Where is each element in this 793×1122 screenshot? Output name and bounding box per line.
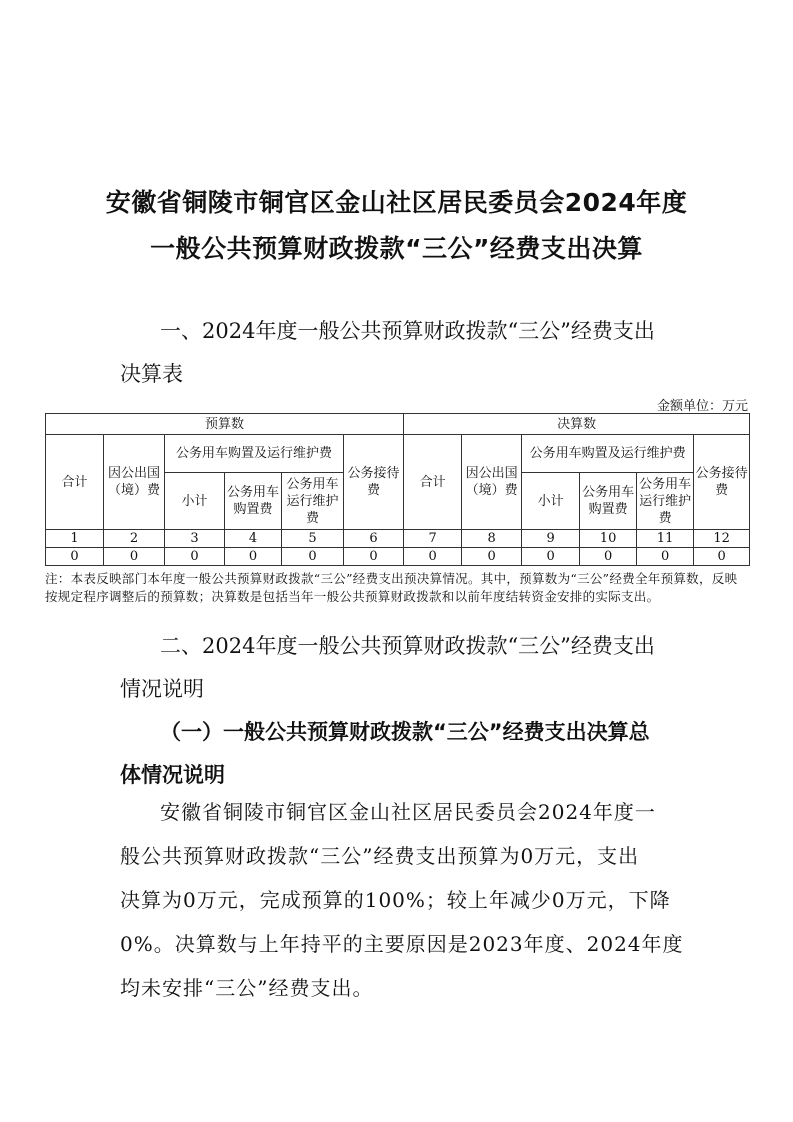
- col-number: 10: [580, 530, 637, 548]
- subsection1-heading-line1: （一）一般公共预算财政拨款“三公”经费支出决算总: [160, 720, 650, 744]
- value-cell: 0: [522, 548, 580, 566]
- three-public-expenses-table: [45, 413, 750, 566]
- actual-reception-header: 公务接待费: [694, 435, 750, 530]
- paragraph-line: 决算为0万元，完成预算的100%；较上年减少0万元，下降: [120, 888, 671, 912]
- value-cell: 0: [637, 548, 694, 566]
- value-cell: 0: [344, 548, 404, 566]
- col-number: 6: [344, 530, 404, 548]
- budget-total-header: 合计: [46, 435, 104, 530]
- value-cell: 0: [404, 548, 462, 566]
- col-number: 1: [46, 530, 104, 548]
- document-title-line1: 安徽省铜陵市铜官区金山社区居民委员会2024年度: [105, 188, 688, 217]
- actual-header: 决算数: [404, 414, 750, 435]
- col-number: 3: [165, 530, 225, 548]
- col-number: 7: [404, 530, 462, 548]
- actual-abroad-header: 因公出国（境）费: [462, 435, 522, 530]
- budget-abroad-header: 因公出国（境）费: [104, 435, 165, 530]
- budget-reception-header: 公务接待费: [344, 435, 404, 530]
- paragraph-line: 均未安排“三公”经费支出。: [120, 976, 374, 1000]
- value-cell: 0: [282, 548, 344, 566]
- value-cell: 0: [462, 548, 522, 566]
- table-note: 注：本表反映部门本年度一般公共预算财政拨款“三公”经费支出预决算情况。其中，预算数为“三公”经费全年预算数，反映按规定程序调整后的预算数；决算数是包括当年一般公共预算财政拨款和以前年度结转资金安排的实际支出。: [45, 571, 738, 604]
- actual-vehicle-group-header: 公务用车购置及运行维护费: [522, 435, 694, 473]
- paragraph-line: 安徽省铜陵市铜官区金山社区居民委员会2024年度一: [160, 800, 656, 824]
- actual-vehicle-operation-header: 公务用车运行维护费: [637, 473, 694, 530]
- paragraph-line: 0%。决算数与上年持平的主要原因是2023年度、2024年度: [120, 932, 684, 956]
- budget-vehicle-operation-header: 公务用车运行维护费: [282, 473, 344, 530]
- section2-heading-line2: 情况说明: [120, 677, 204, 701]
- value-cell: 0: [694, 548, 750, 566]
- budget-vehicle-purchase-header: 公务用车购置费: [225, 473, 282, 530]
- budget-header: 预算数: [46, 414, 404, 435]
- col-number: 9: [522, 530, 580, 548]
- col-number: 8: [462, 530, 522, 548]
- budget-vehicle-group-header: 公务用车购置及运行维护费: [165, 435, 344, 473]
- value-cell: 0: [104, 548, 165, 566]
- col-number: 11: [637, 530, 694, 548]
- value-cell: 0: [580, 548, 637, 566]
- section1-heading-line1: 一、2024年度一般公共预算财政拨款“三公”经费支出: [160, 319, 655, 343]
- col-number: 4: [225, 530, 282, 548]
- value-cell: 0: [165, 548, 225, 566]
- section1-heading-line2: 决算表: [120, 362, 183, 386]
- section2-heading-line1: 二、2024年度一般公共预算财政拨款“三公”经费支出: [160, 634, 655, 658]
- actual-subtotal-header: 小计: [522, 473, 580, 530]
- actual-vehicle-purchase-header: 公务用车购置费: [580, 473, 637, 530]
- amount-unit-label: 金额单位：万元: [656, 399, 748, 414]
- budget-subtotal-header: 小计: [165, 473, 225, 530]
- document-title-line2: 一般公共预算财政拨款“三公”经费支出决算: [150, 234, 643, 263]
- value-cell: 0: [225, 548, 282, 566]
- actual-total-header: 合计: [404, 435, 462, 530]
- col-number: 5: [282, 530, 344, 548]
- col-number: 12: [694, 530, 750, 548]
- value-cell: 0: [46, 548, 104, 566]
- subsection1-heading-line2: 体情况说明: [120, 763, 225, 787]
- paragraph-line: 般公共预算财政拨款“三公”经费支出预算为0万元，支出: [120, 844, 640, 868]
- col-number: 2: [104, 530, 165, 548]
